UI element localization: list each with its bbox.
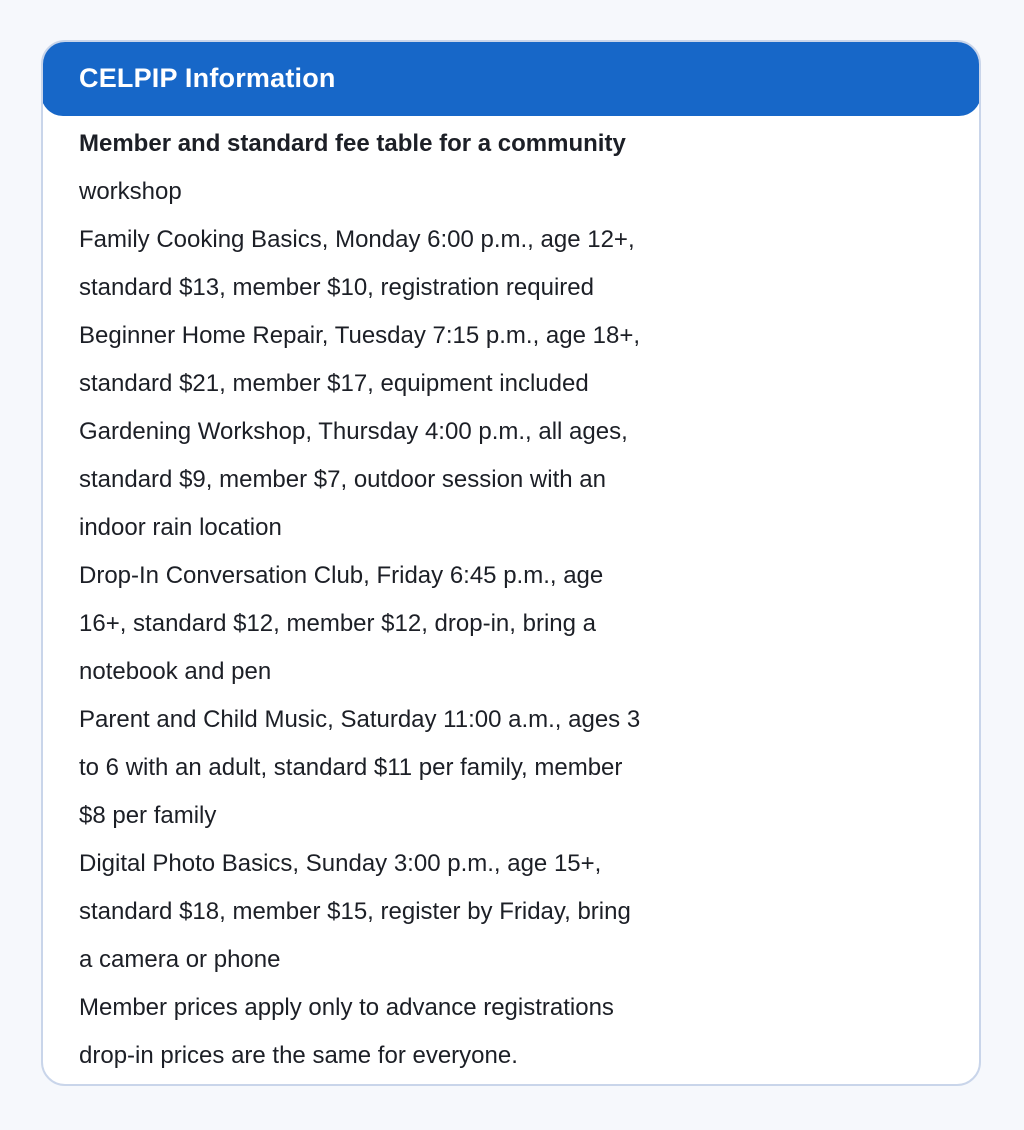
text-line: Beginner Home Repair, Tuesday 7:15 p.m., age 18+, [79,322,641,349]
text-line: Digital Photo Basics, Sunday 3:00 p.m., age 15+, [79,850,602,877]
text-line: Drop-In Conversation Club, Friday 6:45 p.m., age [79,562,604,589]
fee-table-heading: Member and standard fee table for a community [79,130,626,157]
text-line: to 6 with an adult, standard $11 per family, member [79,754,623,781]
text-line: standard $18, member $15, register by Friday, bring [79,898,631,925]
text-line: notebook and pen [79,658,272,685]
text-line: workshop [79,178,182,205]
card-title: CELPIP Information [79,62,336,93]
text-line: Family Cooking Basics, Monday 6:00 p.m., age 12+, [79,226,635,253]
text-line: Gardening Workshop, Thursday 4:00 p.m., all ages, [79,418,628,445]
text-line: Parent and Child Music, Saturday 11:00 a.m., ages 3 [79,706,641,733]
text-line: standard $21, member $17, equipment included [79,370,589,397]
text-line: indoor rain location [79,514,282,541]
text-line: $8 per family [79,802,217,829]
card-header [41,40,981,116]
text-line: 16+, standard $12, member $12, drop-in, bring a [79,610,596,637]
text-line: standard $9, member $7, outdoor session with an [79,466,606,493]
info-card [41,40,981,1086]
card-body [79,120,719,1080]
text-line: a camera or phone [79,946,281,973]
text-line: drop-in prices are the same for everyone. [79,1042,518,1069]
text-line: Member prices apply only to advance registrations [79,994,614,1021]
text-line: standard $13, member $10, registration required [79,274,594,301]
